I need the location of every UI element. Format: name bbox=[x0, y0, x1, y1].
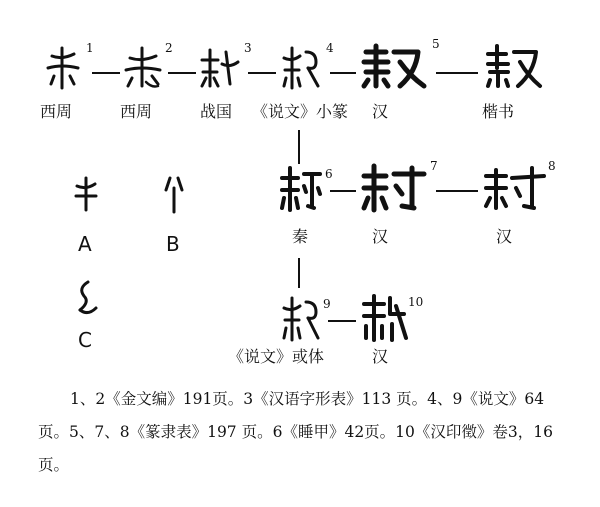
glyph-5-han bbox=[362, 44, 426, 90]
component-glyph-a bbox=[74, 176, 98, 212]
component-glyph-c bbox=[74, 280, 98, 316]
caption-glyph-4: 《说文》小篆 bbox=[252, 102, 349, 121]
vertical-connector bbox=[298, 130, 300, 164]
component-label-b: B bbox=[166, 232, 180, 256]
connector-line bbox=[328, 320, 356, 322]
caption-glyph-6: 秦 bbox=[292, 227, 309, 246]
glyph-3-warring-states bbox=[200, 46, 240, 90]
glyph-number: 4 bbox=[326, 41, 334, 55]
connector-line bbox=[330, 190, 356, 192]
connector-line bbox=[330, 72, 356, 74]
glyph-number: 1 bbox=[86, 41, 94, 55]
glyph-regular-script bbox=[486, 44, 542, 90]
connector-line bbox=[168, 72, 196, 74]
caption-regular-script: 楷书 bbox=[482, 102, 515, 121]
component-glyph-b bbox=[162, 174, 186, 214]
caption-glyph-8: 汉 bbox=[496, 227, 513, 246]
glyph-4-small-seal bbox=[282, 46, 322, 90]
glyph-number: 3 bbox=[244, 41, 252, 55]
component-label-a: A bbox=[78, 232, 92, 256]
connector-line bbox=[248, 72, 276, 74]
glyph-1-western-zhou bbox=[46, 46, 80, 90]
glyph-number: 7 bbox=[430, 159, 438, 173]
caption-glyph-1: 西周 bbox=[40, 102, 73, 121]
glyph-number: 8 bbox=[548, 159, 556, 173]
caption-glyph-7: 汉 bbox=[372, 227, 389, 246]
caption-glyph-3: 战国 bbox=[200, 102, 233, 121]
connector-line bbox=[92, 72, 120, 74]
glyph-number: 9 bbox=[323, 297, 331, 311]
component-label-c: C bbox=[78, 328, 92, 352]
glyph-7-han bbox=[362, 164, 428, 212]
caption-glyph-2: 西周 bbox=[120, 102, 153, 121]
source-notes: 1、2《金文编》191页。3《汉语字形表》113 页。4、9《说文》64页。5、7、8《篆隶表》197 页。6《睡甲》42页。10《汉印徵》卷3，16页。 bbox=[38, 390, 553, 474]
caption-glyph-10: 汉 bbox=[372, 347, 389, 366]
glyph-number: 2 bbox=[165, 41, 173, 55]
caption-glyph-5: 汉 bbox=[372, 102, 389, 121]
vertical-connector bbox=[298, 258, 300, 288]
glyph-number: 6 bbox=[325, 167, 333, 181]
glyph-8-han bbox=[484, 164, 546, 212]
glyph-9-variant-small-seal bbox=[282, 296, 322, 342]
glyph-6-qin bbox=[280, 166, 324, 212]
connector-line bbox=[436, 190, 478, 192]
glyph-number: 5 bbox=[432, 37, 440, 51]
connector-line bbox=[436, 72, 478, 74]
glyph-2-western-zhou bbox=[124, 46, 164, 90]
caption-glyph-9: 《说文》或体 bbox=[228, 347, 325, 366]
glyph-10-han-seal bbox=[362, 294, 408, 342]
glyph-number: 10 bbox=[408, 295, 424, 309]
